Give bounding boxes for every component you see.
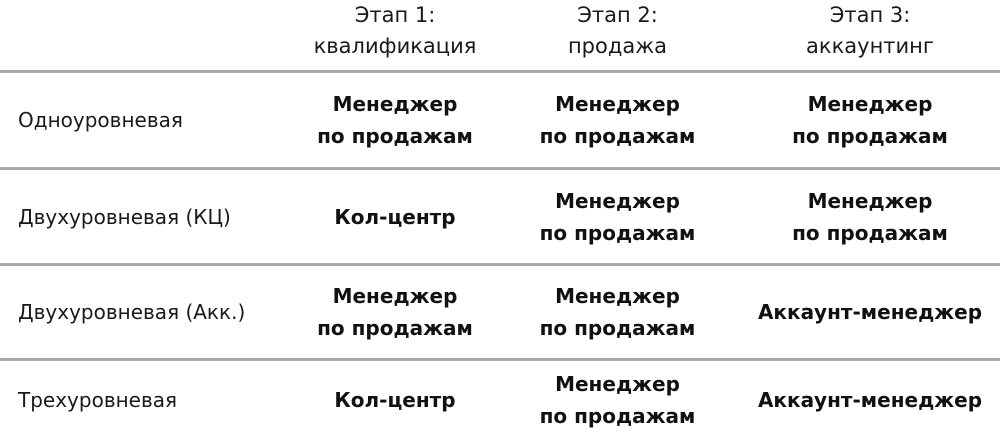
cell-text-line-1: Менеджер <box>555 371 680 396</box>
cell-stage-1 <box>280 361 510 438</box>
cell-stage-1 <box>280 73 510 167</box>
header-stage-3-number: Этап 3: <box>829 3 911 27</box>
cell-text-line-1: Менеджер <box>807 188 933 213</box>
cell-stage-3 <box>755 266 985 358</box>
cell-text-line-1: Менеджер <box>555 284 680 308</box>
header-stage-1 <box>280 0 510 62</box>
table-row <box>0 361 1000 438</box>
header-stage-3-title: аккаунтинг <box>806 34 934 58</box>
cell-text-line-2: по продажам <box>539 403 696 428</box>
cell-stage-1 <box>280 170 510 263</box>
cell-text-line-1: Менеджер <box>555 188 680 213</box>
cell-stage-2 <box>505 361 730 438</box>
cell-stage-2 <box>505 170 730 263</box>
cell-stage-2 <box>505 266 730 358</box>
cell-stage-2 <box>505 73 730 167</box>
cell-stage-3 <box>755 361 985 438</box>
cell-text-line-2: по продажам <box>539 316 696 340</box>
cell-text-line-1: Менеджер <box>555 92 680 116</box>
row-label: Двухуровневая (Акк.) <box>18 300 246 324</box>
cell-text-line-1: Менеджер <box>332 92 458 116</box>
header-stage-3 <box>755 0 985 62</box>
row-label: Двухуровневая (КЦ) <box>18 204 231 229</box>
row-label: Одноуровневая <box>18 108 183 132</box>
cell-stage-3 <box>755 73 985 167</box>
cell-text-line-1: Менеджер <box>332 284 458 308</box>
cell-stage-3 <box>755 170 985 263</box>
table-row <box>0 73 1000 167</box>
cell-text-line-1: Менеджер <box>807 92 933 116</box>
cell-text-line-1: Кол-центр <box>334 204 456 229</box>
table-header <box>0 0 1000 72</box>
cell-text-line-1: Кол-центр <box>334 387 456 412</box>
header-stage-1-number: Этап 1: <box>354 3 436 27</box>
header-stage-2-number: Этап 2: <box>577 3 658 27</box>
cell-text-line-2: по продажам <box>792 220 948 245</box>
row-label: Трехуровневая <box>18 387 178 412</box>
header-stage-1-title: квалификация <box>313 34 477 58</box>
table-row <box>0 170 1000 263</box>
cell-text-line-2: по продажам <box>317 316 473 340</box>
cell-text-line-1: Аккаунт-менеджер <box>757 387 983 412</box>
cell-text-line-1: Аккаунт-менеджер <box>757 300 983 324</box>
header-stage-2 <box>505 0 730 62</box>
cell-stage-1 <box>280 266 510 358</box>
cell-text-line-2: по продажам <box>792 124 948 148</box>
cell-text-line-2: по продажам <box>539 220 696 245</box>
header-stage-2-title: продажа <box>567 34 668 58</box>
cell-text-line-2: по продажам <box>317 124 473 148</box>
cell-text-line-2: по продажам <box>539 124 696 148</box>
table-row <box>0 266 1000 358</box>
